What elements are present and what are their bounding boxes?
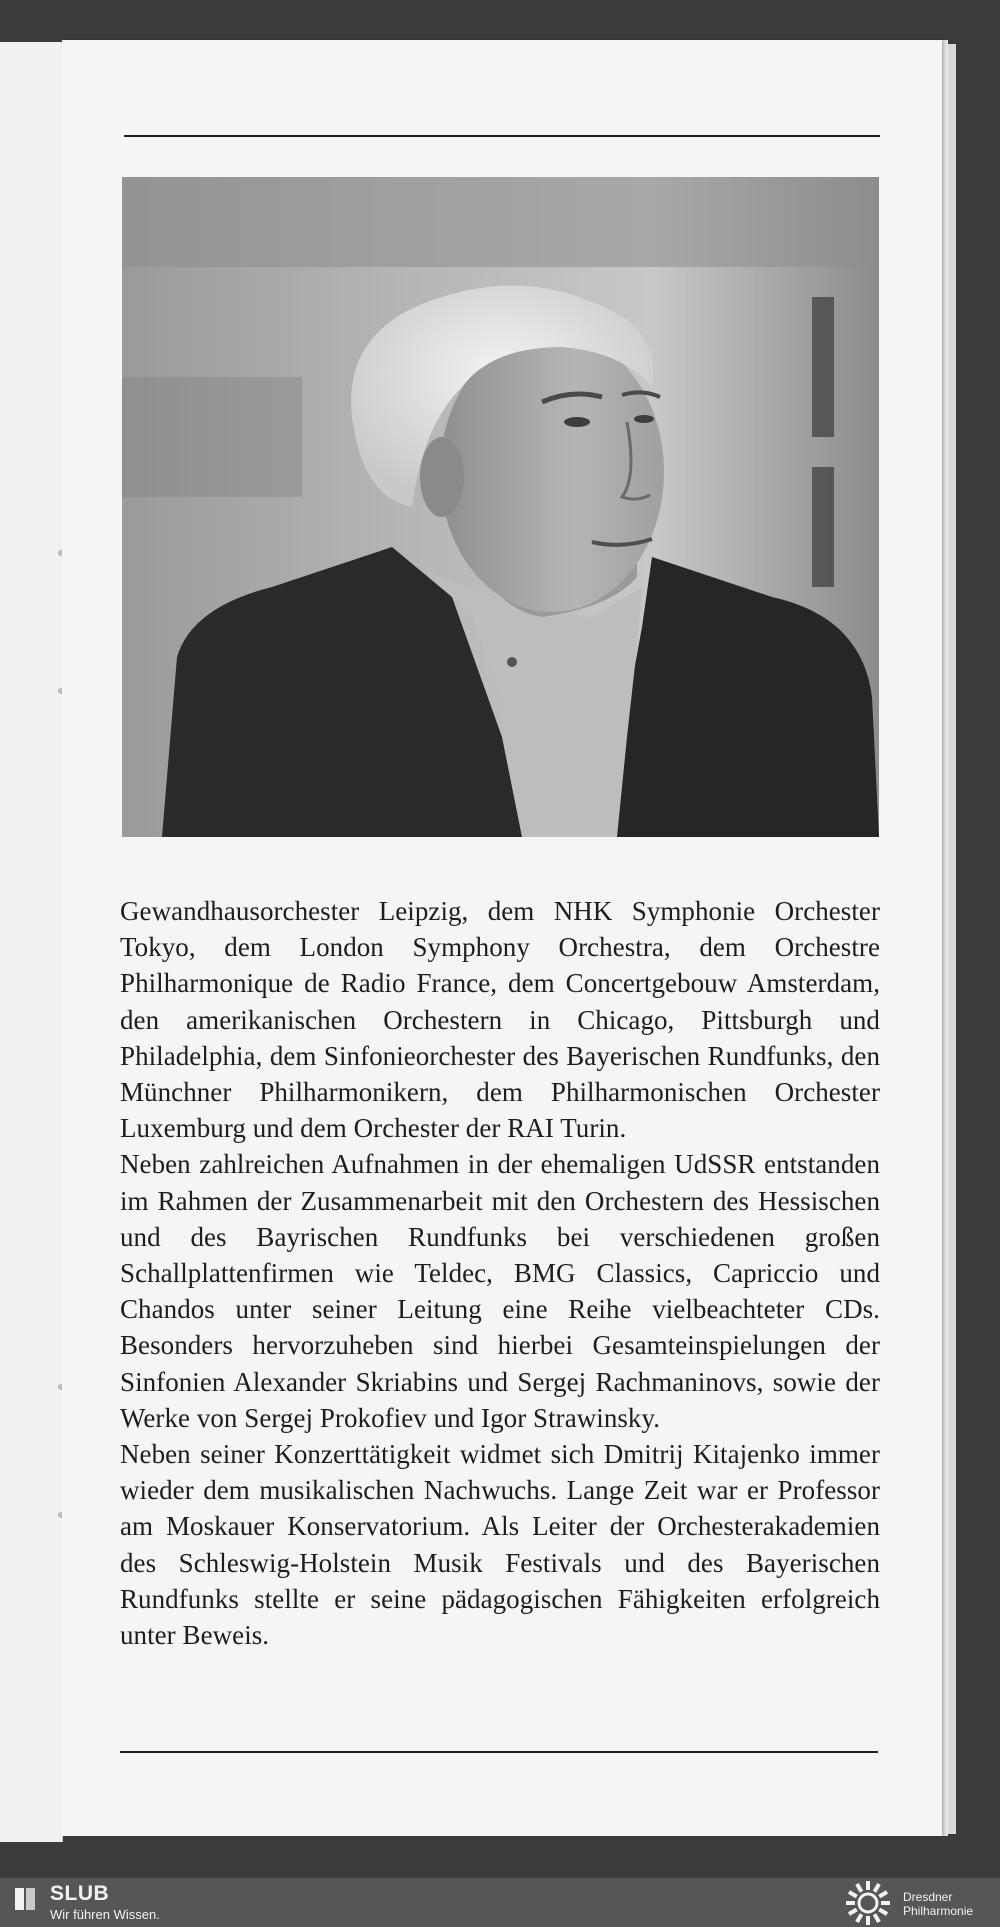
top-rule: [124, 135, 880, 137]
bottom-rule: [120, 1751, 878, 1753]
sunburst-logo-icon: [841, 1880, 895, 1926]
biography-text: [120, 893, 880, 1653]
booklet-page: [62, 40, 942, 1836]
paragraph: Neben seiner Konzerttätigkeit widmet sich Dmitrij Kitajenko immer wieder dem musikalischen Nachwuchs. Lange Zeit war er Professor am Moskauer Konservatorium. Als Leiter der Orchesterakademien des Schleswig-Holstein Musik Festivals und des Bayerischen Rundfunks stellte er seine pädagogischen Fähigkeiten erfolgreich unter Beweis.: [120, 1439, 880, 1651]
dresdner-label: Dresdner: [903, 1890, 953, 1904]
viewer-footer: [0, 1878, 1000, 1927]
book-icon: [14, 1886, 36, 1912]
paragraph: Neben zahlreichen Aufnahmen in der ehemaligen UdSSR entstanden im Rahmen der Zusammenarbeit mit den Orchestern des Hessischen und des Bayrischen Rundfunks bei verschiedenen großen Schallplattenfirmen wie Teldec, BMG Classics, Capriccio und Chandos unter seiner Leitung eine Reihe vielbeachteter CDs. Besonders hervorzuheben sind hierbei Gesamteinspielungen der Sinfonien Alexander Skriabins und Sergej Rachmaninovs, sowie der Werke von Sergej Prokofiev und Igor Strawinsky.: [120, 1149, 880, 1433]
slub-tagline: Wir führen Wissen.: [50, 1907, 160, 1922]
philharmonie-label: Philharmonie: [903, 1904, 974, 1918]
portrait-photo: [122, 177, 879, 837]
paragraph: Gewandhausorchester Leipzig, dem NHK Symphonie Orchester Tokyo, dem London Symphony Orchestra, dem Orchestre Philharmonique de Radio France, dem Concertgebouw Amsterdam, den amerikanischen Orchestern in Chicago, Pittsburgh und Philadelphia, dem Sinfonieorchester des Bayerischen Rundfunks, den Münchner Philharmonikern, dem Philharmonischen Orchester Luxemburg und dem Orchester der RAI Turin.: [120, 896, 880, 1144]
page-stack-edge: [948, 44, 956, 1834]
facing-page-edge: [0, 42, 63, 1842]
slub-title: SLUB: [50, 1882, 110, 1905]
